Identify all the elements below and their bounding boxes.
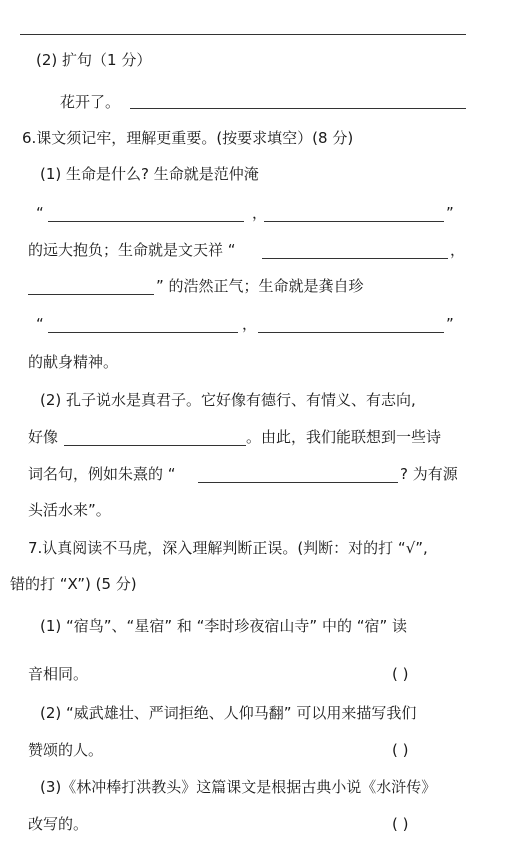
- q7-item2-line1: (2) “威武雄壮、严词拒绝、人仰马翻” 可以用来描写我们: [40, 704, 417, 722]
- gong-blank-2[interactable]: [258, 332, 444, 333]
- comma-mark: ，: [450, 241, 466, 259]
- top-rule: [20, 34, 466, 35]
- q6-part2-line2-b: 。由此，我们能联想到一些诗: [246, 428, 442, 446]
- wen-blank-2[interactable]: [28, 294, 154, 295]
- fan-blank-1[interactable]: [48, 221, 244, 222]
- fan-blank-2[interactable]: [264, 221, 444, 222]
- q7-item3-line2: 改写的。: [28, 815, 89, 833]
- comma-mark: ，: [252, 204, 268, 222]
- q7-item2-answer-box[interactable]: ( ): [392, 741, 409, 759]
- q7-item1-line2: 音相同。: [28, 665, 89, 683]
- water-blank[interactable]: [64, 445, 246, 446]
- q6-part1-intro: (1) 生命是什么? 生命就是范仲淹: [40, 165, 259, 183]
- q6-part2-line3-b: ? 为有源: [400, 465, 458, 483]
- comma-mark: ，: [242, 315, 258, 333]
- q6-header: 6.课文须记牢，理解更重要。(按要求填空）(8 分): [22, 129, 354, 147]
- q7-header-line2: 错的打 “X”) (5 分): [10, 575, 137, 593]
- q6-part2-line4: 头活水来”。: [28, 501, 111, 519]
- q6-part2-line2-a: 好像: [28, 428, 59, 446]
- q7-item3-line1: (3)《林冲棒打洪教头》这篇课文是根据古典小说《水浒传》: [40, 778, 437, 796]
- q6-line4-text: ” 的浩然正气；生命就是龚自珍: [156, 277, 364, 295]
- q6-part2-line3-a: 词名句，例如朱熹的 “: [28, 465, 176, 483]
- q6-line6-text: 的献身精神。: [28, 353, 119, 371]
- q5-part2-label: (2) 扩句（1 分）: [36, 51, 152, 69]
- zhuxi-blank[interactable]: [198, 482, 398, 483]
- q7-item2-line2: 赞颂的人。: [28, 741, 104, 759]
- quote-open-mark: “: [36, 315, 44, 333]
- q7-item3-answer-box[interactable]: ( ): [392, 815, 409, 833]
- q7-item1-answer-box[interactable]: ( ): [392, 665, 409, 683]
- quote-close-mark: ”: [446, 204, 454, 222]
- q6-line3-text: 的远大抱负；生命就是文天祥 “: [28, 241, 236, 259]
- q5-part2-prompt: 花开了。: [60, 93, 121, 111]
- q5-answer-blank[interactable]: [130, 108, 466, 109]
- q7-item1-line1: (1) “宿鸟”、“星宿” 和 “李时珍夜宿山寺” 中的 “宿” 读: [40, 617, 408, 635]
- gong-blank-1[interactable]: [48, 332, 238, 333]
- q6-part2-line1: (2) 孔子说水是真君子。它好像有德行、有情义、有志向,: [40, 391, 416, 409]
- wen-blank-1[interactable]: [262, 258, 448, 259]
- quote-close-mark: ”: [446, 315, 454, 333]
- quote-open-mark: “: [36, 204, 44, 222]
- q7-header-line1: 7.认真阅读不马虎，深入理解判断正误。(判断：对的打 “√”,: [28, 539, 428, 557]
